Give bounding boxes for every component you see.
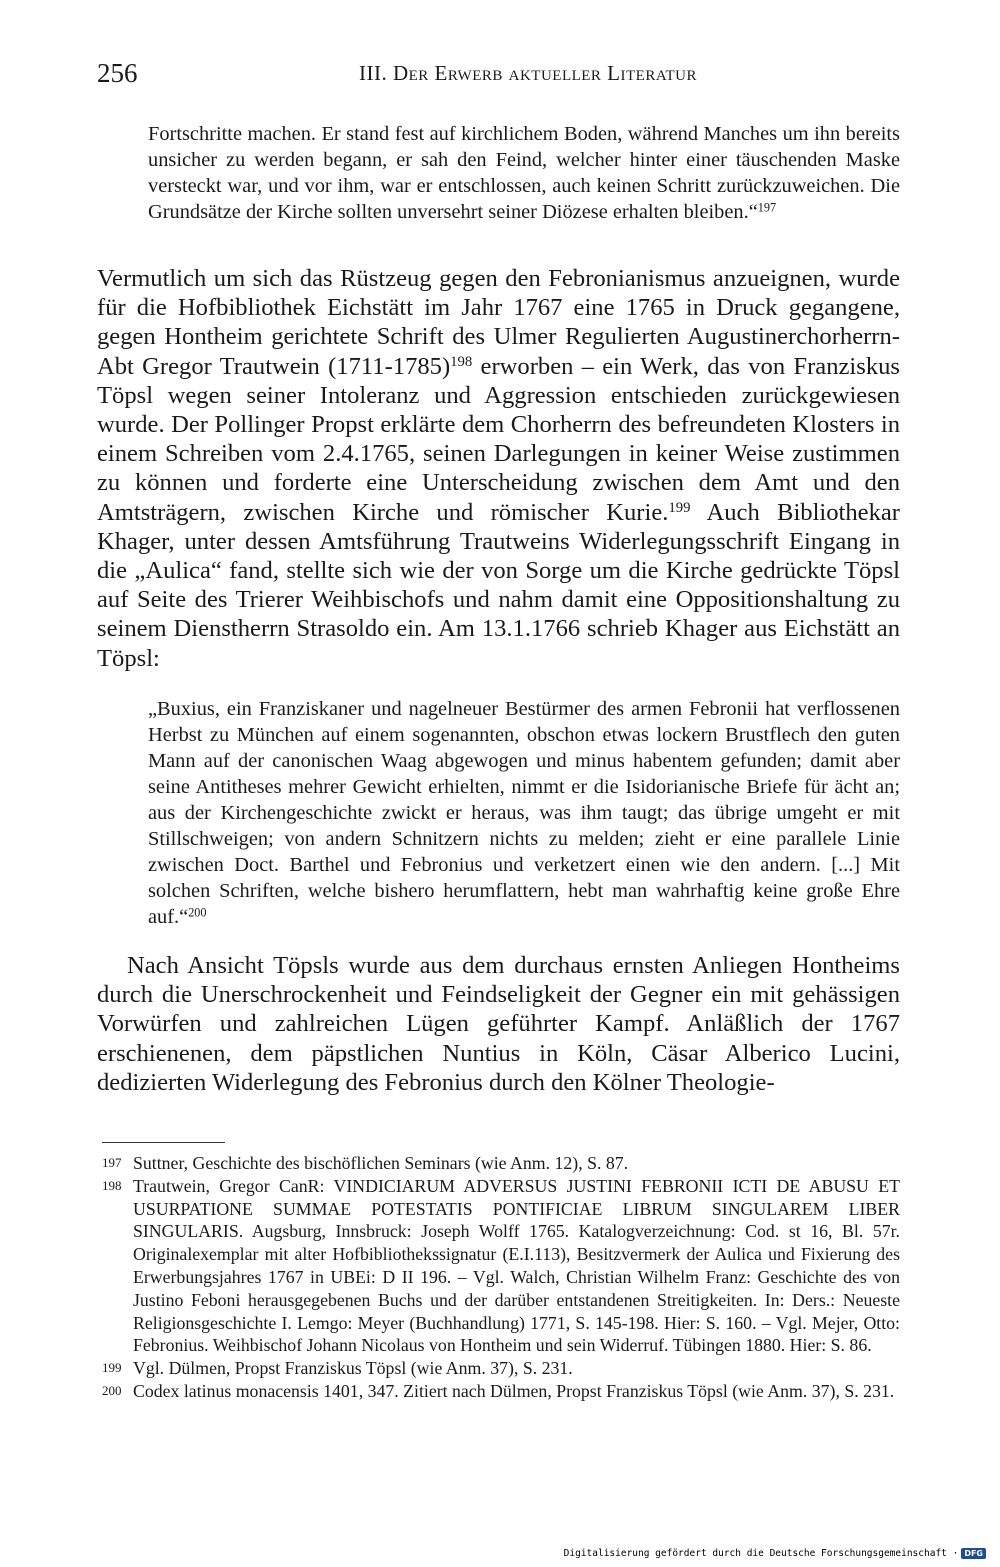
footnote-number: 199 — [102, 1360, 122, 1376]
block-quote-1 — [148, 121, 900, 225]
running-head: III. Der Erwerb aktueller Literatur — [358, 61, 698, 85]
page-number: 256 — [97, 58, 138, 88]
body-paragraph-2: Nach Ansicht Töpsls wurde aus dem durchaus ernsten Anliegen Hontheims durch die Unerschrockenheit und Feindseligkeit der Gegner ein mit gehässigen Vorwürfen und zahlreichen Lügen geführter Kampf. Anläßlich der 1767 erschienenen, dem päpstlichen Nuntius in Köln, Cäsar Alberico Lucini, dedizierten Widerlegung des Febronius durch den Kölner Theologie- — [97, 952, 900, 1096]
footnote-ref-198[interactable]: 198 — [450, 353, 473, 370]
watermark-text: Digitalisierung gefördert durch die Deutsche Forschungsgemeinschaft · — [563, 1548, 959, 1559]
dfg-watermark — [564, 1548, 986, 1559]
footnote-ref-197[interactable]: 197 — [757, 200, 777, 215]
footnote-text: Trautwein, Gregor CanR: VINDICIARUM ADVERSUS JUSTINI FEBRONII ICTI DE ABUSU ET USURPATIONE SUMMAE POTESTATIS PONTIFICIAE LIBRUM SINGULAREM LIBER SINGULARIS. Augsburg, Innsbruck: Joseph Wolff 1765. Katalogverzeichnung: Cod. st 16, Bl. 57r. Originalexemplar mit alter Hofbibliothekssignatur (E.I.113), Besitzvermerk der Aulica und Fixierung des Erwerbungsjahres 1767 in UBEi: D II 196. – Vgl. Walch, Christian Wilhelm Franz: Geschichte des von Justino Feboni herausgegebenen Buchs und der darüber entstandenen Streitigkeiten. In: Ders.: Neueste Religionsgeschichte I. Lemgo: Meyer (Buchhandlung) 1771, S. 145-198. Hier: S. 160. – Vgl. Mejer, Otto: Febronius. Weihbischof Johann Nicolaus von Hontheim und sein Widerruf. Tübingen 1880. Hier: S. 86. — [133, 1175, 900, 1356]
page-header — [97, 58, 899, 94]
footnote-ref-199[interactable]: 199 — [668, 499, 691, 516]
paragraph-1-part-3: Auch Bibliothekar Khager, unter dessen Amtsführung Trautweins Widerlegungsschrift Eingang in die „Aulica“ fand, stellte sich wie der von Sorge um die Kirche gedrückte Töpsl auf Seite des Trierer Weihbischofs und nahm damit eine Oppositionshaltung zu seinem Dienstherrn Strasoldo ein. Am 13.1.1766 schrieb Khager aus Eichstätt an Töpsl: — [97, 498, 900, 672]
footnote-197 — [102, 1152, 900, 1175]
footnote-text: Vgl. Dülmen, Propst Franziskus Töpsl (wie Anm. 37), S. 231. — [133, 1358, 573, 1379]
footnotes — [102, 1152, 900, 1403]
footnote-198 — [102, 1175, 900, 1357]
footnote-ref-200[interactable]: 200 — [188, 905, 207, 920]
paragraph-1-part-1: Vermutlich um sich das Rüstzeug gegen den Febronianismus anzueignen, wurde für die Hofbibliothek Eichstätt im Jahr 1767 eine 1765 in Druck gegangene, gegen Hontheim gerichtete Schrift des Ulmer Regulierten Augustinerchorherrn-Abt Gregor Trautwein (1711-1785) — [97, 265, 900, 380]
footnote-number: 197 — [102, 1155, 122, 1170]
footnote-text: Suttner, Geschichte des bischöflichen Seminars (wie Anm. 12), S. 87. — [133, 1153, 629, 1173]
quote-2-text: „Buxius, ein Franziskaner und nagelneuer Bestürmer des armen Febronii hat verflossenen Herbst zu München auf einem sogenannten, obschon etwas lockern Brustflech den guten Mann auf der canonischen Waag abgewogen und minus habentem gefunden; damit aber seine Antitheses mehrer Gewicht erhielten, nimmt er die Isidorianische Briefe für ächt an; aus der Kirchengeschichte zwickt er heraus, was ihm taugt; das übrige umgeht er mit Stillschweigen; von andern Schnitzern nichts zu melden; zieht er eine parallele Linie zwischen Doct. Barthel und Febronius und verketzert einen wie den andern. [...] Mit solchen Schriften, welche bishero herumflattern, hebt man wahrhaftig keine große Ehre auf.“ — [148, 698, 900, 928]
footnote-200 — [102, 1380, 900, 1403]
footnote-199 — [102, 1357, 900, 1380]
block-quote-2 — [148, 696, 900, 930]
footnote-rule — [102, 1142, 225, 1143]
quote-1-text: Fortschritte machen. Er stand fest auf kirchlichem Boden, während Manches um ihn bereits unsicher zu werden begann, er sah den Feind, welcher hinter einer täuschenden Maske versteckt war, und vor ihm, war er entschlossen, auch keinen Schritt zurückzuweichen. Die Grundsätze der Kirche sollten unversehrt seiner Diözese erhalten bleiben.“ — [148, 123, 900, 223]
dfg-logo-icon: DFG — [961, 1548, 986, 1559]
footnote-number: 200 — [102, 1382, 122, 1398]
paragraph-1-part-2: erworben – ein Werk, das von Franziskus Töpsl wegen seiner Intoleranz und Aggression entschieden zurückgewiesen wurde. Der Pollinger Propst erklärte dem Chorherrn des befreundeten Klosters in einem Schreiben vom 2.4.1765, seinen Darlegungen in keiner Weise zustimmen zu können und forderte eine Unterscheidung zwischen dem Amt und den Amtsträgern, zwischen Kirche und römischer Kurie. — [97, 352, 900, 526]
body-paragraph-1 — [97, 264, 900, 673]
footnote-number: 198 — [102, 1177, 122, 1193]
footnote-text: Codex latinus monacensis 1401, 347. Zitiert nach Dülmen, Propst Franziskus Töpsl (wie Anm. 37), S. 231. — [133, 1380, 895, 1401]
